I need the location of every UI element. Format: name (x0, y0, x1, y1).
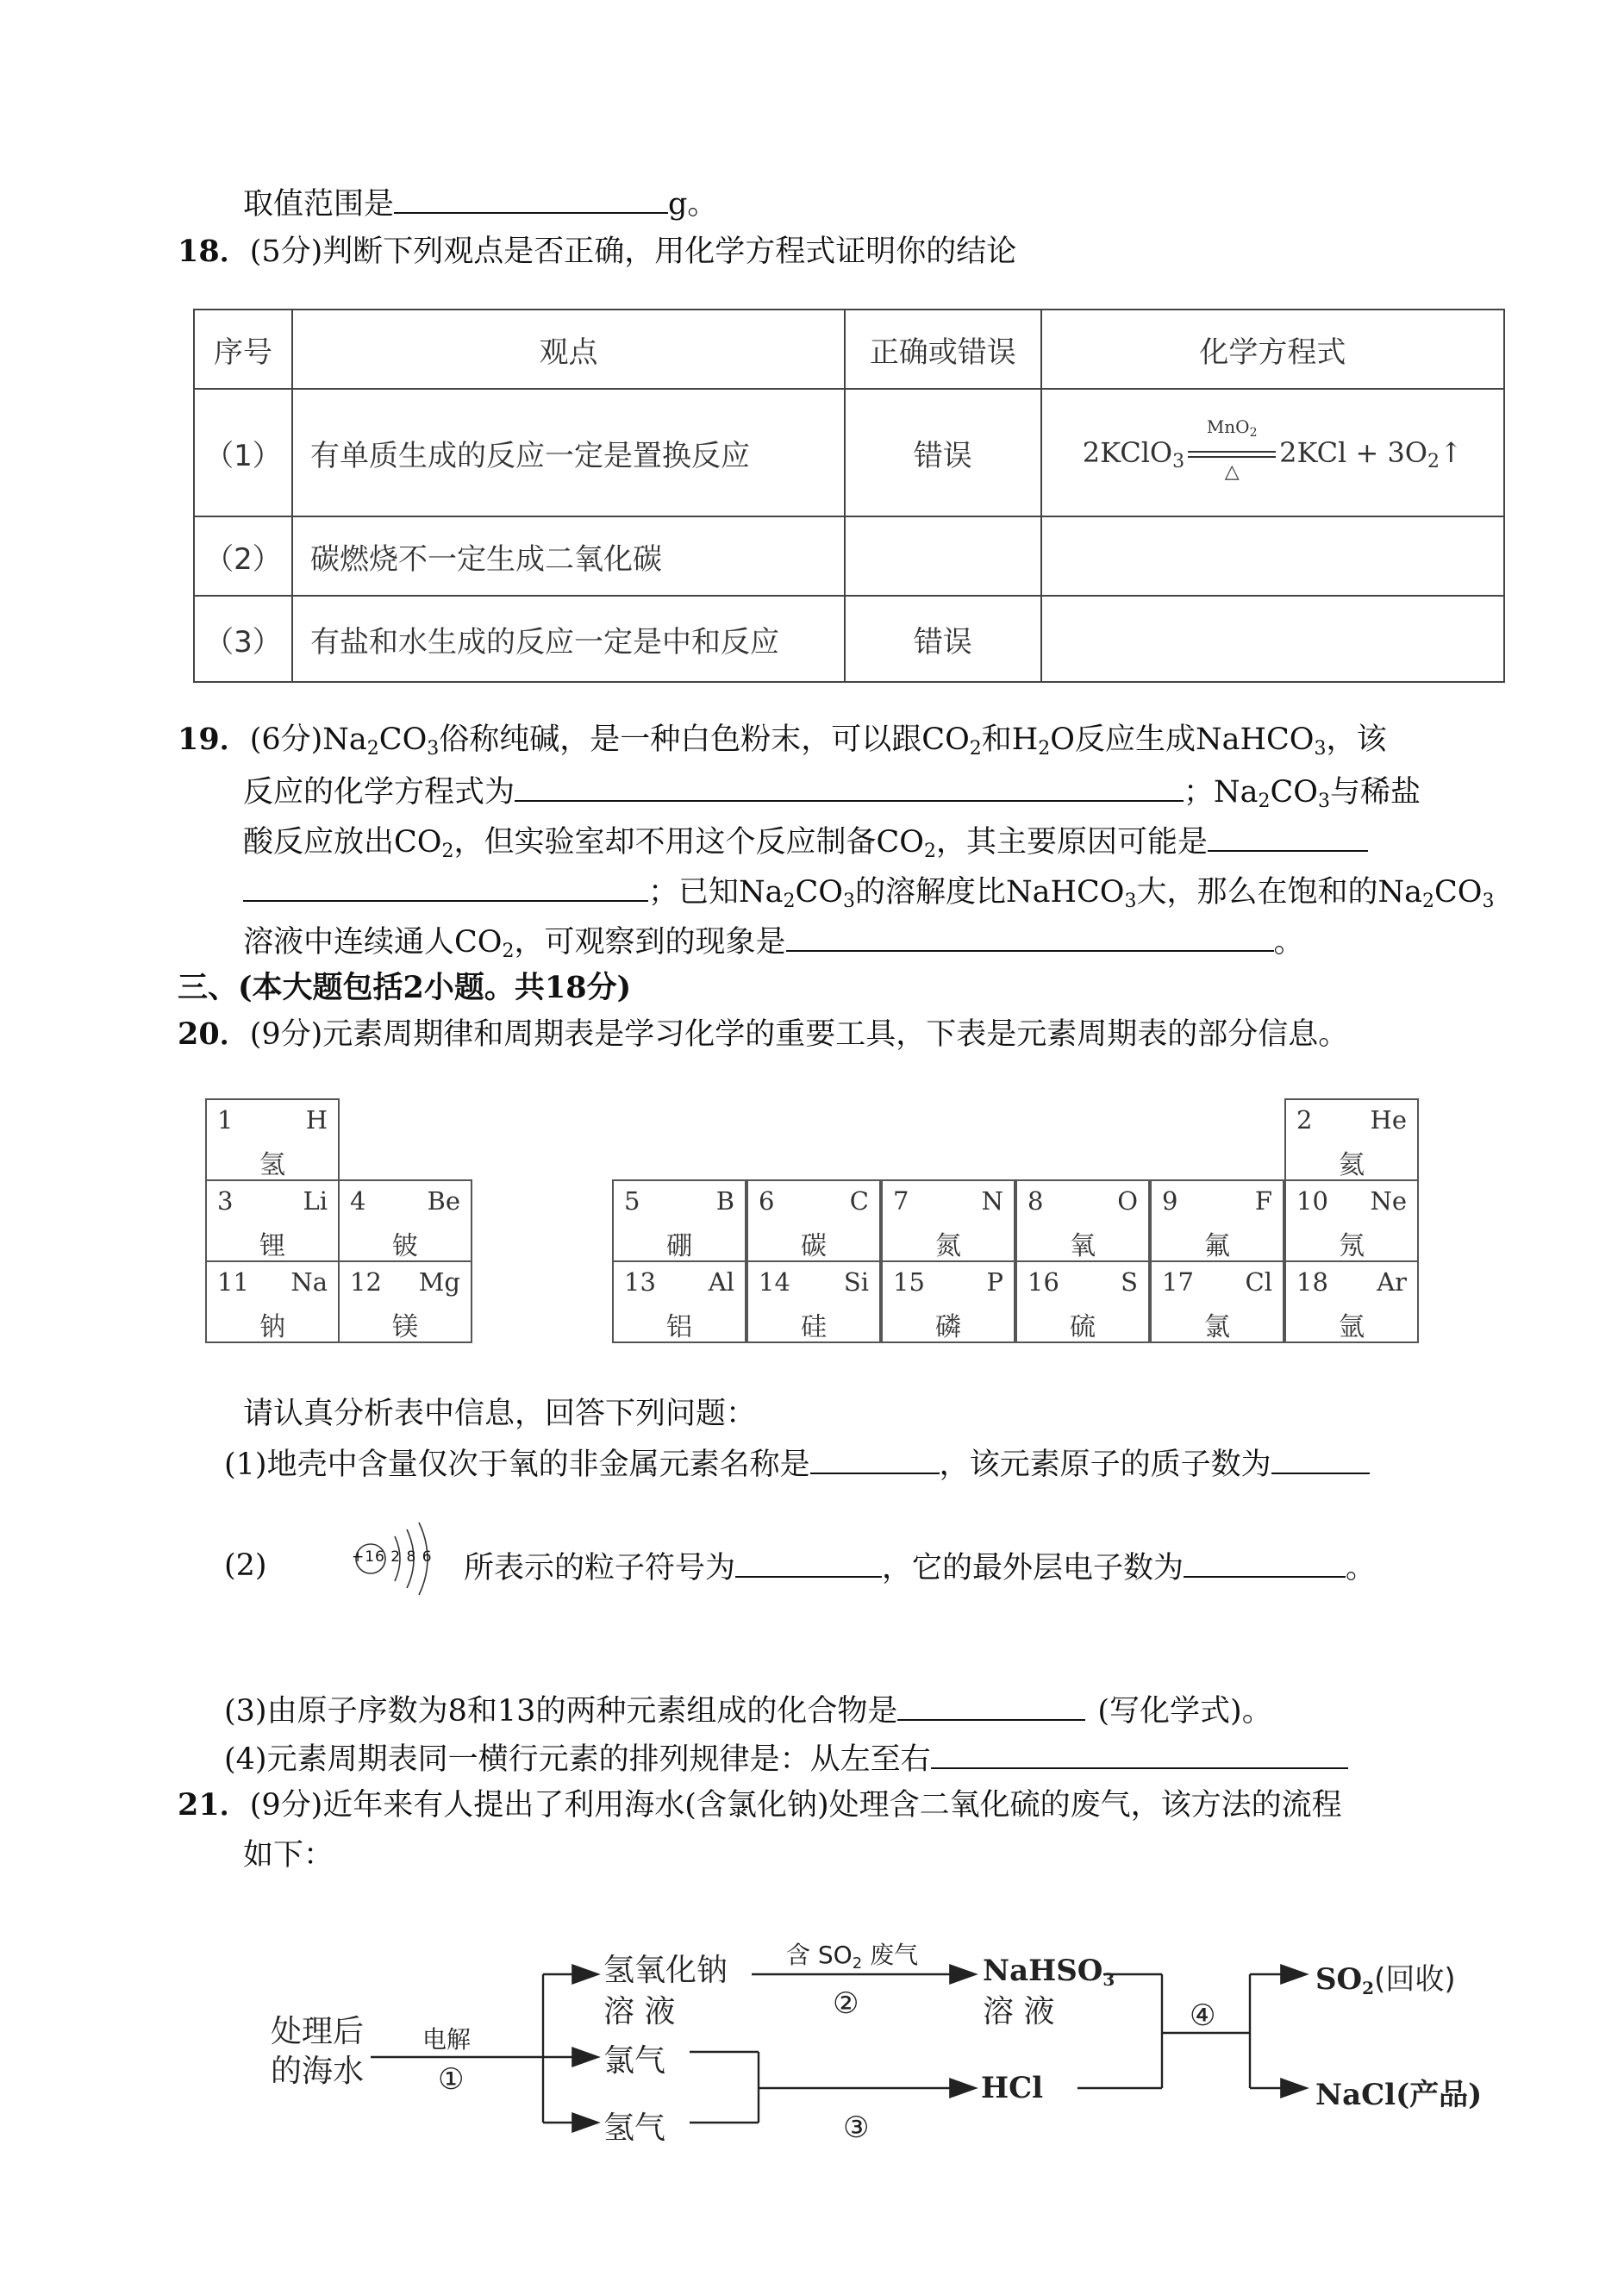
answer-blank[interactable] (394, 183, 668, 214)
node-naoh-solution: 氢氧化钠 溶 液 (603, 1953, 728, 2029)
element-cell: 2 He 氦 (1284, 1098, 1419, 1181)
node-so2-recovered: $SO_2$(回收) (1315, 1962, 1456, 1998)
q17-tail: 取值范围是 g。 (243, 183, 717, 223)
element-cell: 6 C 碳 (746, 1179, 881, 1262)
answer-blank[interactable] (931, 1738, 1348, 1769)
step-3: ③ (843, 2111, 870, 2145)
answer-blank[interactable] (735, 1547, 882, 1578)
header-cell: 序号 (194, 310, 292, 389)
answer-cell[interactable] (1041, 596, 1504, 682)
q21-line1: 21．(9分)近年来有人提出了利用海水(含氯化钠)处理含二氧化硫的废气，该方法的流程 (178, 1787, 1342, 1823)
q20-part3: (3)由原子序数为8和13的两种元素组成的化合物是 (写化学式)。 (224, 1690, 1272, 1730)
answer-blank[interactable] (515, 771, 1184, 802)
element-cell: 7 N 氮 (881, 1179, 1015, 1262)
answer-blank[interactable] (1184, 1547, 1346, 1578)
equation-cell: 2KClO$_3$ MnO$_2$ △ $2KCl + 3O_2↑$ (1041, 389, 1504, 516)
q20-intro: 20．(9分)元素周期律和周期表是学习化学的重要工具，下表是元素周期表的部分信息。 (178, 1016, 1349, 1052)
table-row: （1） 有单质生成的反应一定是置换反应 错误 2KClO$_3$ MnO$_2$ △ $2KCl + 3O_2↑$ (194, 389, 1504, 516)
q20-part4: (4)元素周期表同一横行元素的排列规律是：从左至右 (224, 1738, 1348, 1779)
element-cell: 13 Al 铝 (612, 1260, 746, 1343)
element-cell: 18 Ar 氩 (1284, 1260, 1419, 1343)
element-cell: 17 Cl 氯 (1150, 1260, 1284, 1343)
element-cell: 15 P 磷 (881, 1260, 1015, 1343)
element-cell: 16 S 硫 (1015, 1260, 1150, 1343)
answer-blank[interactable] (897, 1690, 1085, 1721)
q18-table (193, 309, 1505, 683)
element-cell: 8 O 氧 (1015, 1179, 1150, 1262)
node-hcl: HCl (981, 2071, 1044, 2105)
answer-blank[interactable] (810, 1443, 940, 1474)
q19-line2: 反应的化学方程式为 ；$Na_2CO_3$与稀盐 (243, 771, 1421, 811)
atom-label: +16 2 8 6 (352, 1548, 433, 1566)
label-so2-waste-gas: 含 $SO_2$ 废气 (786, 1941, 919, 1973)
element-cell: 1 H 氢 (205, 1098, 340, 1181)
answer-blank[interactable] (1271, 1443, 1370, 1474)
answer-blank[interactable] (786, 921, 1274, 952)
q19-line4: ；已知$Na_2CO_3$的溶解度比NaHCO$_3$大，那么在饱和的$Na_2CO_3$ (243, 871, 1494, 911)
q20-prompt: 请认真分析表中信息，回答下列问题： (243, 1397, 757, 1431)
element-cell: 10 Ne 氖 (1284, 1179, 1419, 1262)
step-1: ① (438, 2062, 465, 2097)
node-chlorine: 氯气 (603, 2043, 666, 2079)
table-row: （3） 有盐和水生成的反应一定是中和反应 错误 (194, 596, 1504, 682)
header-cell: 化学方程式 (1041, 310, 1504, 389)
element-cell: 5 B 硼 (612, 1179, 746, 1262)
q20-part2: 所表示的粒子符号为 ，它的最外层电子数为 。 (464, 1547, 1376, 1587)
element-cell: 9 F 氟 (1150, 1179, 1284, 1262)
element-cell: 14 Si 硅 (746, 1260, 881, 1343)
q19-line1: 19．(6分)$Na_2CO_3$俗称纯碱，是一种白色粉末，可以跟$CO_2$和$H_2O$反应生成NaHCO$_3$，该 (178, 722, 1387, 760)
table-row: （2） 碳燃烧不一定生成二氧化碳 (194, 516, 1504, 596)
q19-line5: 溶液中连续通人$CO_2$，可观察到的现象是 。 (243, 921, 1304, 961)
table-header-row (194, 310, 1504, 389)
label-electrolysis: 电解 (422, 2025, 472, 2054)
element-cell: 4 Be 铍 (338, 1179, 472, 1262)
answer-cell[interactable] (1041, 516, 1504, 596)
element-cell: 12 Mg 镁 (338, 1260, 472, 1343)
element-cell: 3 Li 锂 (205, 1179, 340, 1262)
step-2: ② (833, 1986, 859, 2021)
node-treated-seawater: 处理后 的海水 (271, 2014, 365, 2089)
answer-blank[interactable] (243, 871, 648, 902)
header-cell: 观点 (292, 310, 845, 389)
q20-part1: (1)地壳中含量仅次于氧的非金属元素名称是 ，该元素原子的质子数为 (224, 1443, 1370, 1484)
q18-intro: 18．(5分)判断下列观点是否正确，用化学方程式证明你的结论 (178, 234, 1017, 269)
element-cell: 11 Na 钠 (205, 1260, 340, 1343)
reaction-arrow: MnO$_2$ △ (1184, 442, 1279, 468)
q21-line2: 如下： (243, 1838, 334, 1873)
node-nahso3-solution: NaHSO$_3$ 溶 液 (983, 1954, 1115, 2029)
answer-blank[interactable] (1208, 821, 1368, 852)
answer-cell[interactable] (845, 516, 1041, 596)
node-hydrogen: 氢气 (603, 2111, 666, 2146)
section-heading: 三、(本大题包括2小题。共18分) (178, 970, 632, 1005)
q20-part2-label: (2) (224, 1548, 267, 1583)
step-4: ④ (1190, 1998, 1216, 2033)
node-nacl-product: NaCl(产品) (1315, 2078, 1483, 2112)
q19-line3: 酸反应放出$CO_2$，但实验室却不用这个反应制备$CO_2$，其主要原因可能是 (243, 821, 1368, 861)
header-cell: 正确或错误 (845, 310, 1041, 389)
